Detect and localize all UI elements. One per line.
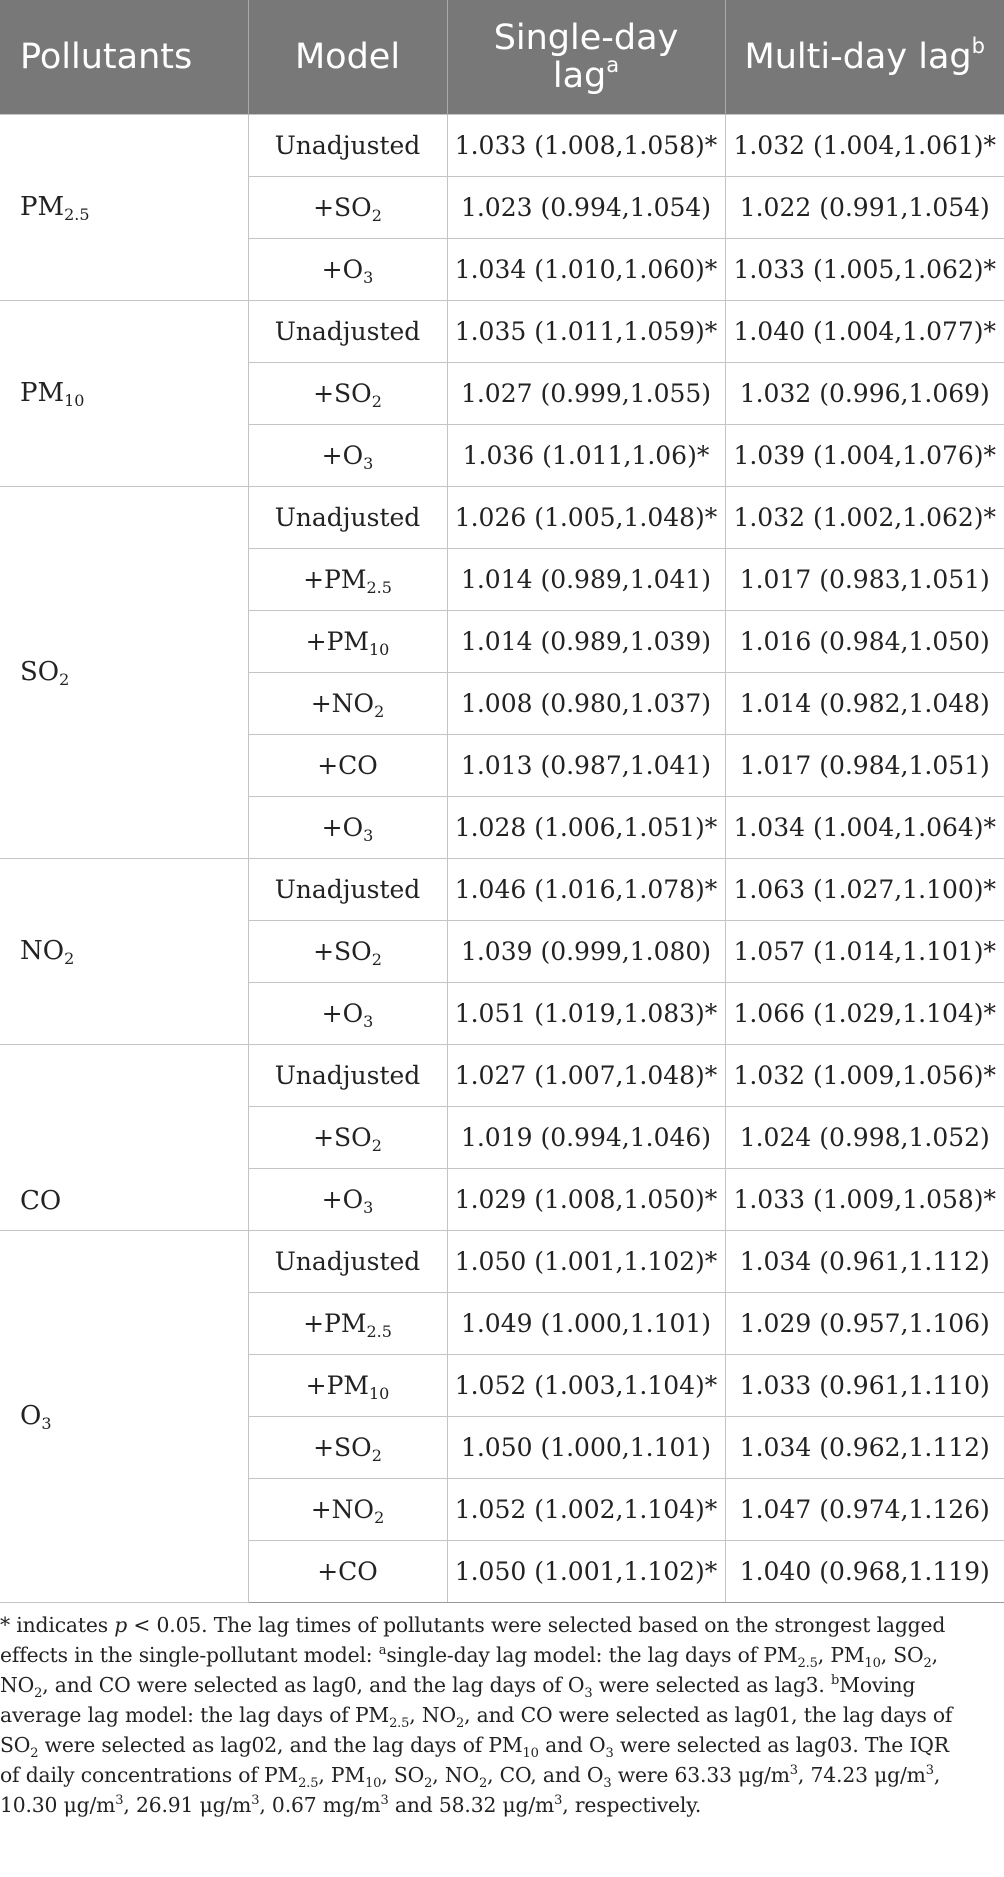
multi-day-cell: 1.039 (1.004,1.076)* [725, 424, 1004, 486]
model-cell: +CO [248, 734, 447, 796]
pollutant-cell: $O_3$ [0, 1230, 248, 1602]
model-cell: Unadjusted [248, 486, 447, 548]
pollutant-cell: $NO_2$ [0, 858, 248, 1044]
table-row [0, 858, 1004, 920]
multi-day-cell: 1.034 (0.961,1.112) [725, 1230, 1004, 1292]
model-cell: $+PM_{2.5}$ [248, 1292, 447, 1354]
model-cell: Unadjusted [248, 1044, 447, 1106]
model-cell: $+SO_2$ [248, 362, 447, 424]
multi-day-cell: 1.017 (0.984,1.051) [725, 734, 1004, 796]
model-cell: $+PM_{10}$ [248, 1354, 447, 1416]
table-row [0, 486, 1004, 548]
single-day-cell: 1.046 (1.016,1.078)* [447, 858, 725, 920]
single-day-cell: 1.052 (1.003,1.104)* [447, 1354, 725, 1416]
multi-day-cell: 1.063 (1.027,1.100)* [725, 858, 1004, 920]
multi-day-cell: 1.032 (1.004,1.061)* [725, 114, 1004, 176]
header-multi-day-lag: Multi-day lag$^b$ [725, 0, 1004, 114]
table-footnote [0, 1610, 1004, 1820]
single-day-cell: 1.019 (0.994,1.046) [447, 1106, 725, 1168]
multi-day-cell: 1.029 (0.957,1.106) [725, 1292, 1004, 1354]
model-cell: $+NO_2$ [248, 672, 447, 734]
pollutant-cell: $SO_2$ [0, 486, 248, 858]
multi-day-cell: 1.016 (0.984,1.050) [725, 610, 1004, 672]
single-day-cell: 1.049 (1.000,1.101) [447, 1292, 725, 1354]
model-cell: $+SO_2$ [248, 176, 447, 238]
multi-day-cell: 1.034 (1.004,1.064)* [725, 796, 1004, 858]
multi-day-cell: 1.040 (0.968,1.119) [725, 1540, 1004, 1602]
model-cell: $+O_3$ [248, 982, 447, 1044]
multi-day-cell: 1.022 (0.991,1.054) [725, 176, 1004, 238]
single-day-cell: 1.050 (1.000,1.101) [447, 1416, 725, 1478]
single-day-cell: 1.014 (0.989,1.041) [447, 548, 725, 610]
footnote-line: $SO_2$ were selected as lag02, and the lag days of $PM_{10}$ and $O_3$ were selected as lag03. The IQR [0, 1733, 949, 1762]
table-row [0, 114, 1004, 176]
multi-day-cell: 1.047 (0.974,1.126) [725, 1478, 1004, 1540]
table-row [0, 1230, 1004, 1292]
multi-day-cell: 1.014 (0.982,1.048) [725, 672, 1004, 734]
single-day-cell: 1.052 (1.002,1.104)* [447, 1478, 725, 1540]
multi-day-cell: 1.032 (1.009,1.056)* [725, 1044, 1004, 1106]
single-day-cell: 1.028 (1.006,1.051)* [447, 796, 725, 858]
multi-day-cell: 1.033 (0.961,1.110) [725, 1354, 1004, 1416]
model-cell: $+SO_2$ [248, 920, 447, 982]
single-day-cell: 1.050 (1.001,1.102)* [447, 1230, 725, 1292]
single-day-cell: 1.034 (1.010,1.060)* [447, 238, 725, 300]
table-row [0, 1044, 1004, 1106]
single-day-cell: 1.014 (0.989,1.039) [447, 610, 725, 672]
multi-day-cell: 1.024 (0.998,1.052) [725, 1106, 1004, 1168]
model-cell: Unadjusted [248, 300, 447, 362]
single-day-cell: 1.050 (1.001,1.102)* [447, 1540, 725, 1602]
multi-day-cell: 1.066 (1.029,1.104)* [725, 982, 1004, 1044]
single-day-cell: 1.013 (0.987,1.041) [447, 734, 725, 796]
multi-day-cell: 1.033 (1.009,1.058)* [725, 1168, 1004, 1230]
single-day-cell: 1.027 (1.007,1.048)* [447, 1044, 725, 1106]
single-day-cell: 1.036 (1.011,1.06)* [447, 424, 725, 486]
single-day-cell: 1.029 (1.008,1.050)* [447, 1168, 725, 1230]
pollutant-cell: $PM_{2.5}$ [0, 114, 248, 300]
multi-day-cell: 1.017 (0.983,1.051) [725, 548, 1004, 610]
single-day-cell: 1.026 (1.005,1.048)* [447, 486, 725, 548]
multi-day-cell: 1.032 (0.996,1.069) [725, 362, 1004, 424]
model-cell: $+PM_{10}$ [248, 610, 447, 672]
footnote-line: of daily concentrations of $PM_{2.5}$, $PM_{10}$, $SO_2$, $NO_2$, CO, and $O_3$ were 63.33 $\mu g/m^3$, 74.23 $\mu g/m^3$, [0, 1763, 941, 1792]
pollutant-cell: $PM_{10}$ [0, 300, 248, 486]
multi-day-cell: 1.032 (1.002,1.062)* [725, 486, 1004, 548]
model-cell: Unadjusted [248, 858, 447, 920]
header-single-day-lag: Single-day lag$^a$ [447, 0, 725, 114]
model-cell: +CO [248, 1540, 447, 1602]
header-model: Model [248, 0, 447, 114]
model-cell: $+O_3$ [248, 796, 447, 858]
model-cell: $+O_3$ [248, 1168, 447, 1230]
single-day-cell: 1.035 (1.011,1.059)* [447, 300, 725, 362]
table-row [0, 300, 1004, 362]
model-cell: $+NO_2$ [248, 1478, 447, 1540]
model-cell: $+PM_{2.5}$ [248, 548, 447, 610]
footnote-line: average lag model: the lag days of $PM_{2.5}$, $NO_2$, and CO were selected as lag01, the lag days of [0, 1703, 953, 1732]
single-day-cell: 1.027 (0.999,1.055) [447, 362, 725, 424]
single-day-cell: 1.008 (0.980,1.037) [447, 672, 725, 734]
footnote-line: $NO_2$, and CO were selected as lag0, and the lag days of $O_3$ were selected as lag3. $^b$Moving [0, 1673, 916, 1702]
model-cell: Unadjusted [248, 1230, 447, 1292]
model-cell: $+SO_2$ [248, 1106, 447, 1168]
pollutant-cell: CO [0, 1044, 248, 1230]
single-day-cell: 1.051 (1.019,1.083)* [447, 982, 725, 1044]
header-pollutants: Pollutants [0, 0, 248, 114]
multi-day-cell: 1.033 (1.005,1.062)* [725, 238, 1004, 300]
multi-day-cell: 1.040 (1.004,1.077)* [725, 300, 1004, 362]
single-day-cell: 1.023 (0.994,1.054) [447, 176, 725, 238]
footnote-line: effects in the single-pollutant model: $^a$single-day lag model: the lag days of $PM_{2.5}$, $PM_{10}$, $SO_2$, [0, 1643, 938, 1672]
model-cell: $+SO_2$ [248, 1416, 447, 1478]
model-cell: $+O_3$ [248, 238, 447, 300]
model-cell: Unadjusted [248, 114, 447, 176]
single-day-cell: 1.039 (0.999,1.080) [447, 920, 725, 982]
header-row [0, 0, 1004, 114]
single-day-cell: 1.033 (1.008,1.058)* [447, 114, 725, 176]
footnote-line: * indicates p < 0.05. The lag times of pollutants were selected based on the strongest lagged [0, 1613, 946, 1637]
multi-day-cell: 1.034 (0.962,1.112) [725, 1416, 1004, 1478]
multi-day-cell: 1.057 (1.014,1.101)* [725, 920, 1004, 982]
model-cell: $+O_3$ [248, 424, 447, 486]
footnote-line: 10.30 $\mu g/m^3$, 26.91 $\mu g/m^3$, 0.67 $mg/m^3$ and 58.32 $\mu g/m^3$, respectively. [0, 1793, 702, 1817]
